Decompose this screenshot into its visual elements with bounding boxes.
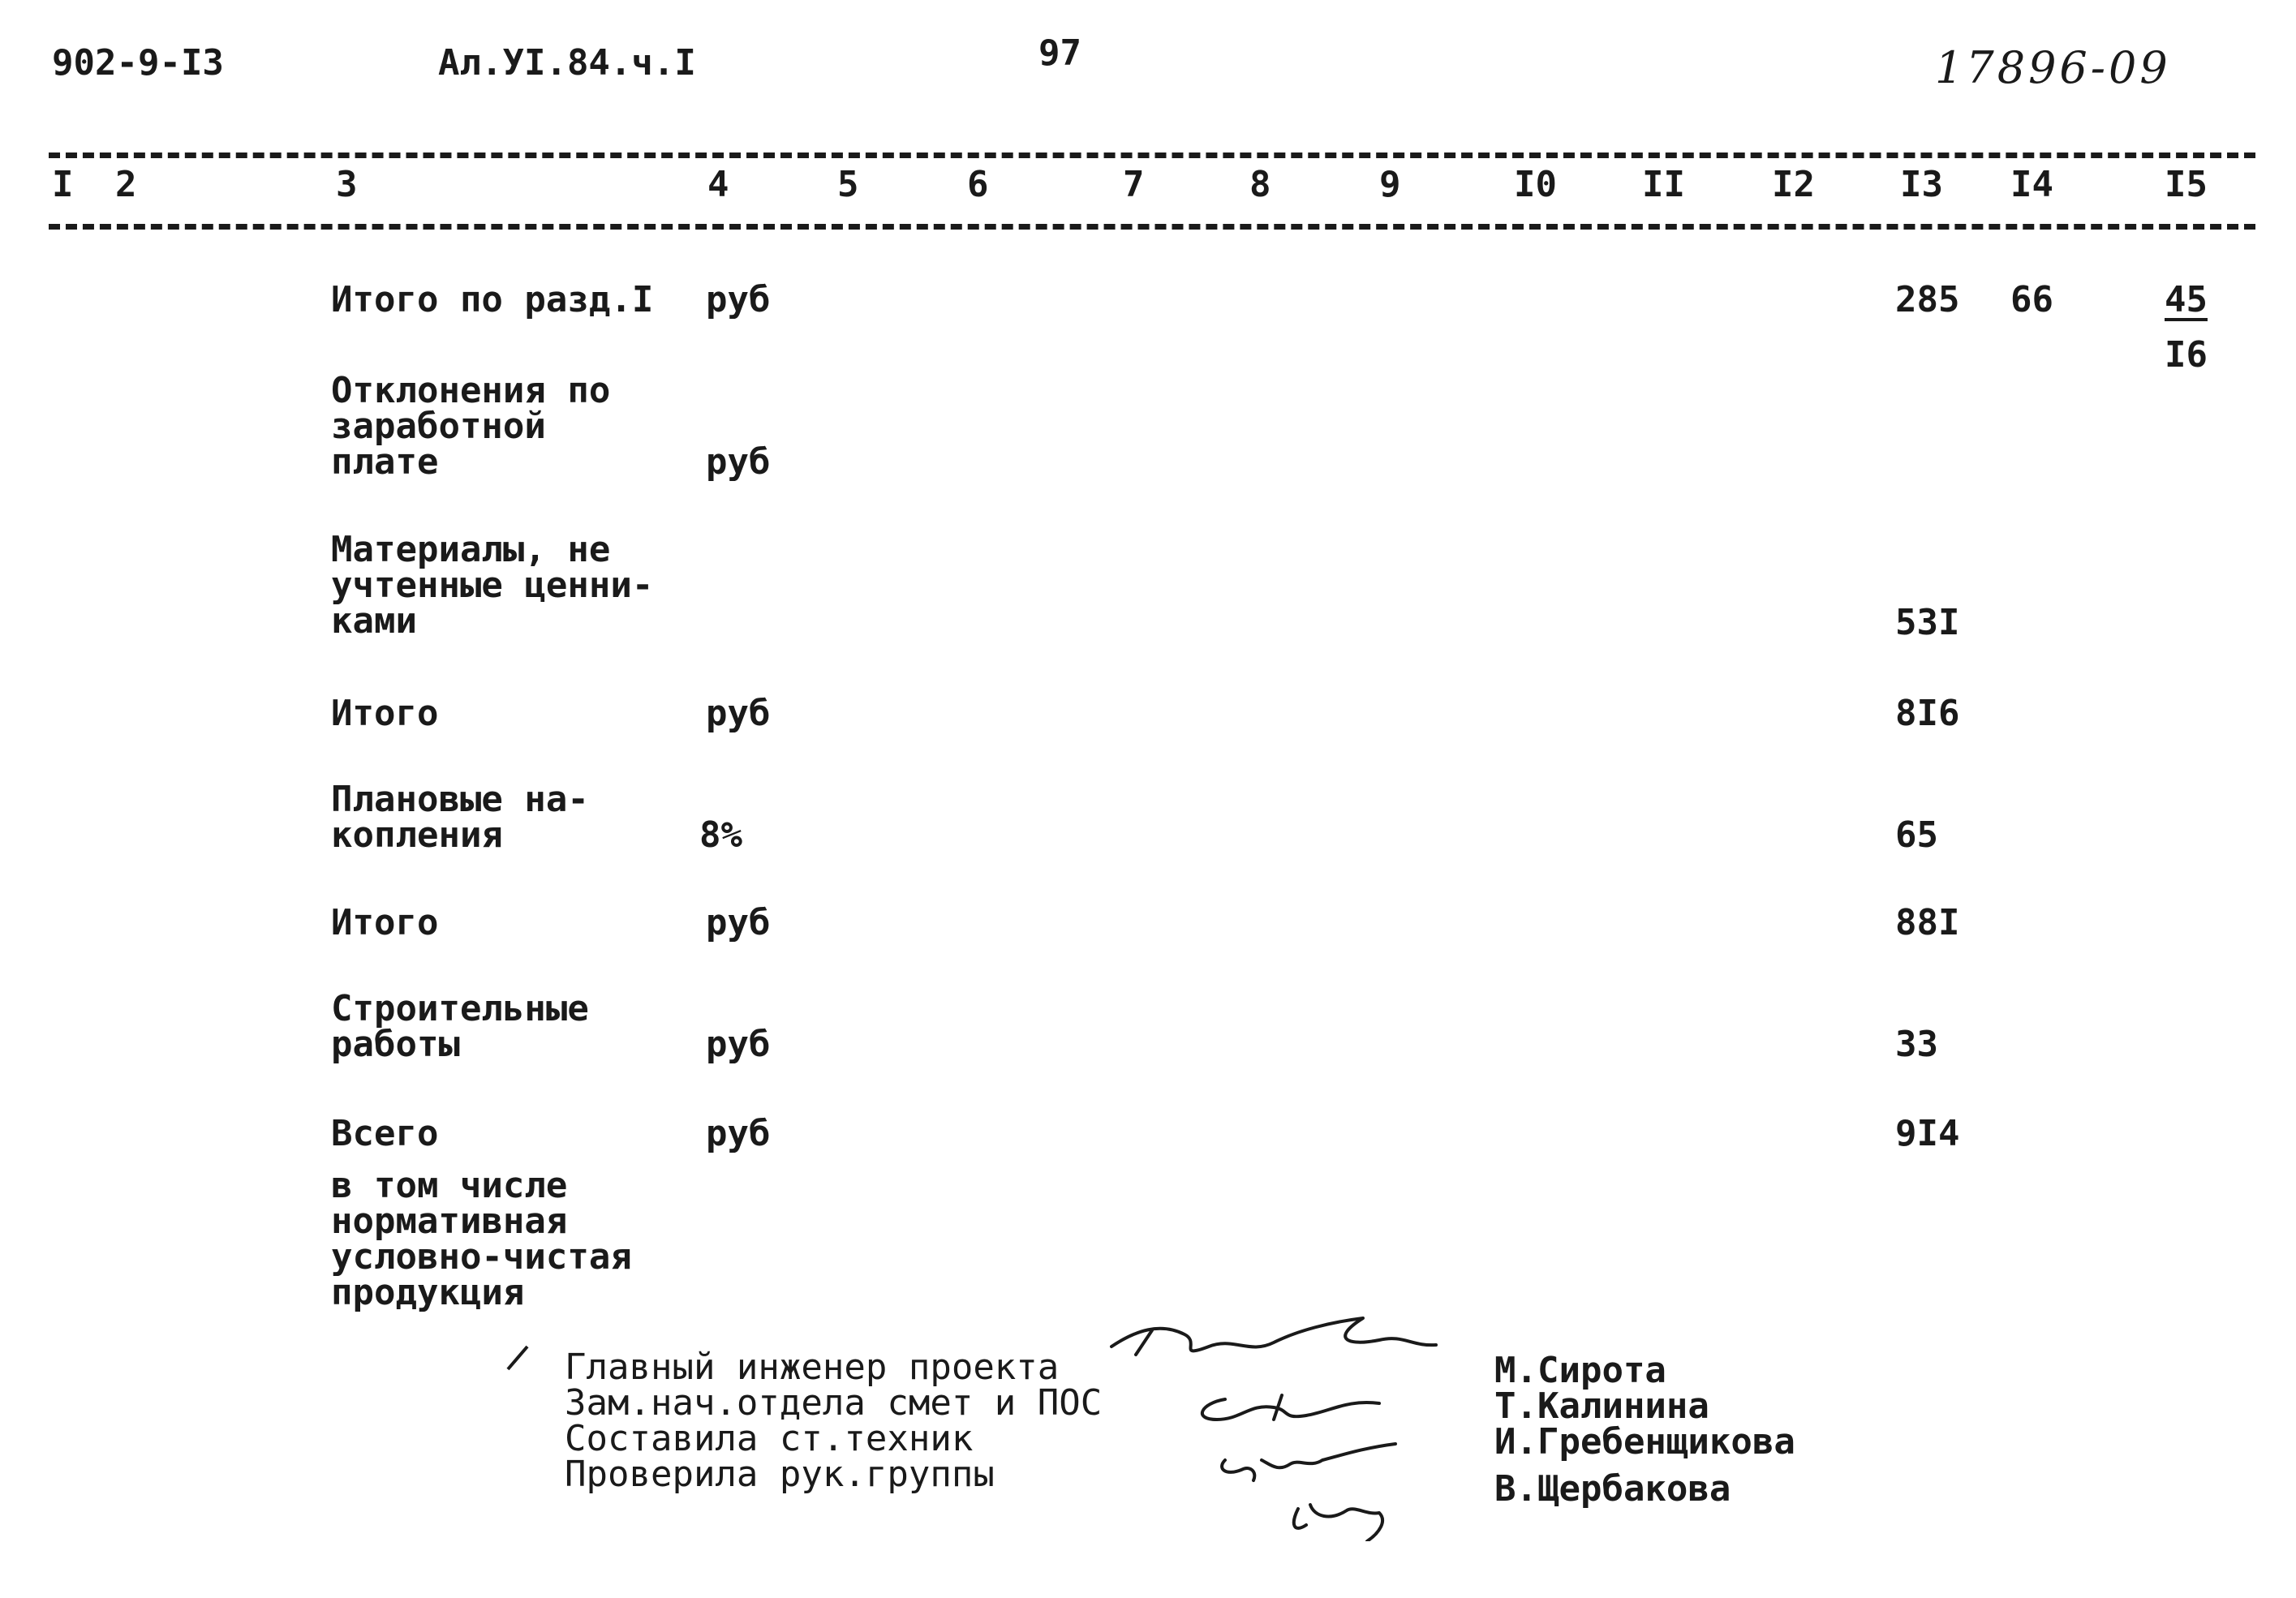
- signature-role: Составила ст.техник: [565, 1418, 974, 1459]
- row-unit: руб: [706, 279, 771, 320]
- document-code: 902-9-I3: [52, 42, 224, 84]
- column-header-4: 4: [707, 164, 729, 205]
- signature-role: Зам.нач.отдела смет и ПОС: [565, 1382, 1103, 1424]
- signature-name: В.Щербакова: [1494, 1468, 1731, 1510]
- column-header-2: 2: [115, 164, 137, 205]
- row-label: Всего: [331, 1113, 439, 1154]
- album-reference: Ал.УI.84.ч.I: [438, 42, 696, 84]
- row-unit: 8%: [699, 814, 742, 856]
- column-header-3: 3: [336, 164, 358, 205]
- signature-role: Главный инженер проекта: [565, 1347, 1060, 1388]
- column-header-9: 9: [1379, 164, 1401, 205]
- column-header-12: I2: [1772, 164, 1815, 205]
- row-value-col15-top: 45: [2165, 279, 2208, 320]
- header-rule-top: [49, 152, 2255, 158]
- page-number: 97: [1038, 32, 1081, 74]
- column-header-1: I: [52, 164, 74, 205]
- archive-stamp-number: 17896-09: [1935, 42, 2171, 93]
- row-value-col13: 53I: [1895, 602, 1960, 643]
- row-label: Плановые на- копления: [331, 779, 589, 856]
- row-label: Материалы, не учтенные ценни- ками: [331, 529, 654, 642]
- signature-name: М.Сирота: [1494, 1350, 1666, 1391]
- row-label: Итого по разд.I: [331, 279, 654, 320]
- row-label: в том числе нормативная условно-чистая продукция: [331, 1165, 632, 1313]
- row-value-col14: 66: [2010, 279, 2053, 320]
- row-label: Отклонения по заработной плате: [331, 370, 611, 483]
- row-unit: руб: [706, 902, 771, 943]
- row-label: Итого: [331, 902, 439, 943]
- column-header-15: I5: [2165, 164, 2208, 205]
- row-unit: руб: [706, 1113, 771, 1154]
- row-value-col13: 33: [1895, 1024, 1938, 1065]
- row-unit: руб: [706, 1024, 771, 1065]
- column-header-14: I4: [2010, 164, 2053, 205]
- signature-name: Т.Калинина: [1494, 1385, 1709, 1427]
- column-header-6: 6: [967, 164, 989, 205]
- row-unit: руб: [706, 693, 771, 734]
- column-header-10: I0: [1514, 164, 1557, 205]
- signature-roles: [565, 1347, 1103, 1495]
- tick-mark: [503, 1340, 535, 1372]
- row-value-col15-bottom: I6: [2165, 334, 2208, 376]
- row-label: Строительные работы: [331, 988, 589, 1065]
- signature-names: [1494, 1350, 1795, 1510]
- column-header-5: 5: [837, 164, 859, 205]
- column-header-7: 7: [1123, 164, 1145, 205]
- row-value-col13: 285: [1895, 279, 1960, 320]
- handwritten-signatures: [1087, 1298, 1477, 1541]
- row-value-col13: 8I6: [1895, 693, 1960, 734]
- column-header-11: II: [1642, 164, 1685, 205]
- row-value-col13: 65: [1895, 814, 1938, 856]
- row-value-col13: 88I: [1895, 902, 1960, 943]
- row-label: Итого: [331, 693, 439, 734]
- signature-name: И.Гребенщикова: [1494, 1421, 1795, 1463]
- row-unit: руб: [706, 441, 771, 483]
- header-rule-bottom: [49, 224, 2255, 230]
- column-header-13: I3: [1900, 164, 1943, 205]
- row-value-col13: 9I4: [1895, 1113, 1960, 1154]
- signature-role: Проверила рук.группы: [565, 1454, 995, 1495]
- column-header-8: 8: [1249, 164, 1271, 205]
